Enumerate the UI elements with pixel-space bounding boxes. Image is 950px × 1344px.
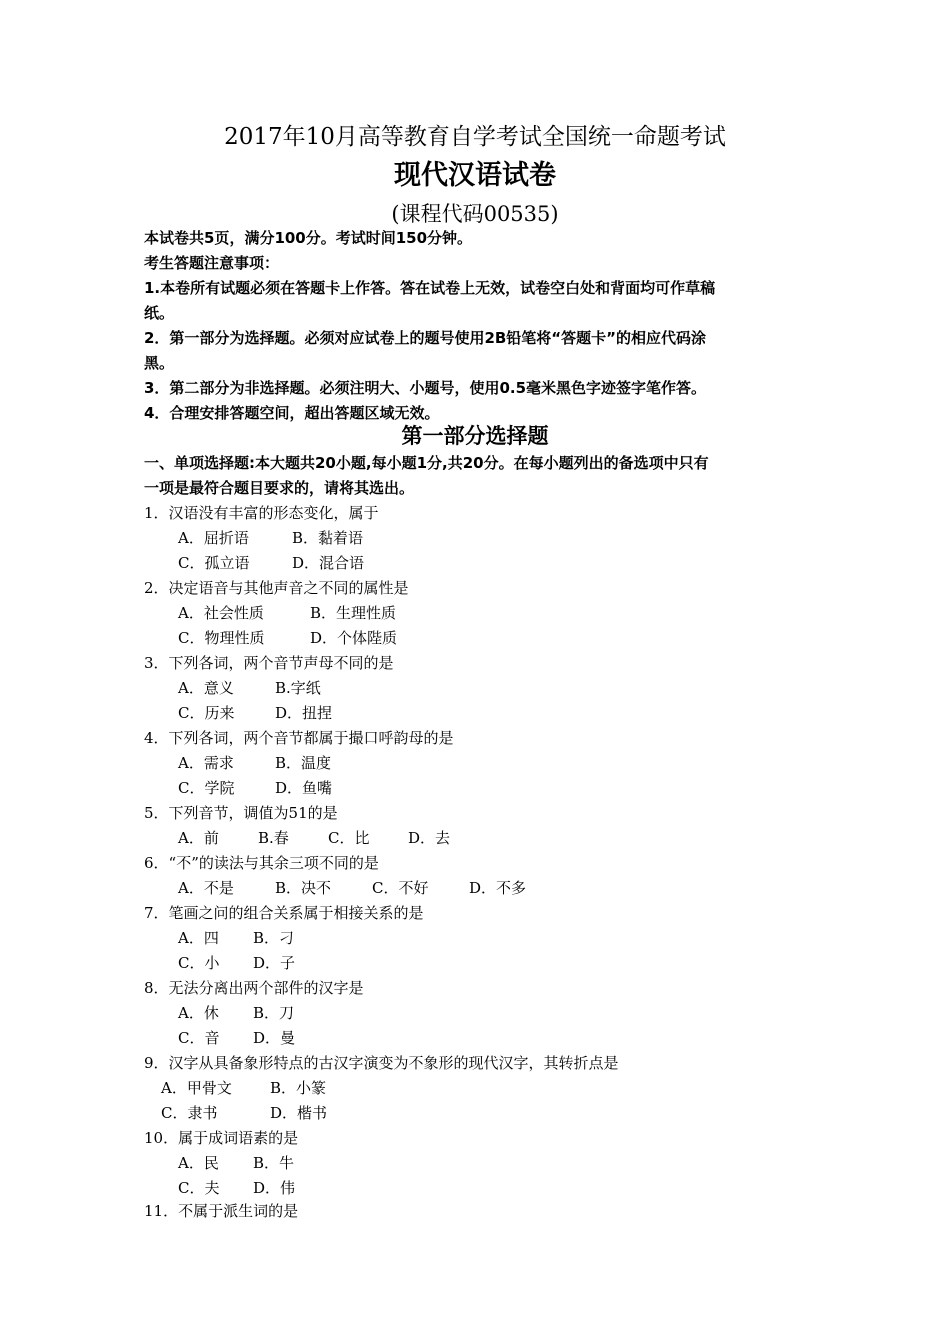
question-4-option-d: D．鱼嘴	[275, 779, 333, 797]
question-10-option-b: B．牛	[253, 1154, 295, 1172]
question-8-option-d: D．曼	[253, 1029, 296, 1047]
question-5-option-a: A．前	[178, 829, 219, 847]
instructions-heading: 考生答题注意事项：	[144, 254, 280, 272]
question-2-option-a: A．社会性质	[178, 604, 264, 622]
question-3-stem: 3．下列各词，两个音节声母不同的是	[144, 654, 394, 672]
question-8-option-b: B．刀	[253, 1004, 295, 1022]
course-code: (课程代码00535)	[391, 202, 559, 226]
question-1-option-a: A．屈折语	[178, 529, 249, 547]
question-6-option-a: A．不是	[178, 879, 234, 897]
question-2-stem: 2．决定语音与其他声音之不同的属性是	[144, 579, 409, 597]
question-9-option-a: A．甲骨文	[161, 1079, 232, 1097]
question-9-option-c: C．隶书	[161, 1104, 218, 1122]
question-5-option-c: C．比	[328, 829, 370, 847]
question-4-option-c: C．学院	[178, 779, 235, 797]
question-4-option-a: A．需求	[178, 754, 234, 772]
question-6-option-c: C．不好	[372, 879, 429, 897]
question-4-stem: 4．下列各词，两个音节都属于撮口呼韵母的是	[144, 729, 454, 747]
question-1-option-c: C．孤立语	[178, 554, 250, 572]
instruction-4: 4．合理安排答题空间，超出答题区域无效。	[144, 404, 440, 422]
question-1-option-d: D．混合语	[292, 554, 365, 572]
question-9-option-d: D．楷书	[270, 1104, 328, 1122]
exam-title: 2017年10月高等教育自学考试全国统一命题考试	[224, 124, 726, 150]
question-7-option-c: C．小	[178, 954, 220, 972]
question-4-option-b: B．温度	[275, 754, 332, 772]
question-8-stem: 8．无法分离出两个部件的汉字是	[144, 979, 364, 997]
question-10-stem: 10．属于成词语素的是	[144, 1129, 299, 1147]
question-5-option-d: D．去	[408, 829, 451, 847]
question-1-stem: 1．汉语没有丰富的形态变化，属于	[144, 504, 379, 522]
instruction-1-line-1: 1.本卷所有试题必须在答题卡上作答。答在试卷上无效，试卷空白处和背面均可作草稿	[144, 279, 716, 297]
question-1-option-b: B．黏着语	[292, 529, 364, 547]
question-3-option-b: B.字纸	[275, 679, 321, 697]
question-6-option-b: B．决不	[275, 879, 332, 897]
question-2-option-b: B．生理性质	[310, 604, 397, 622]
instruction-3: 3．第二部分为非选择题。必须注明大、小题号，使用0.5毫米黑色字迹签字笔作答。	[144, 379, 707, 397]
instruction-1-line-2: 纸。	[144, 304, 175, 322]
question-10-option-a: A．民	[178, 1154, 219, 1172]
question-5-stem: 5．下列音节，调值为51的是	[144, 804, 338, 822]
question-2-option-d: D．个体陛质	[310, 629, 398, 647]
question-7-option-b: B．刁	[253, 929, 295, 947]
question-9-stem: 9．汉字从具备象形特点的古汉字演变为不象形的现代汉字，其转折点是	[144, 1054, 619, 1072]
question-10-option-d: D．伟	[253, 1179, 296, 1197]
instruction-2-line-1: 2．第一部分为选择题。必须对应试卷上的题号使用2B铅笔将“答题卡”的相应代码涂	[144, 329, 707, 347]
question-3-option-a: A．意义	[178, 679, 234, 697]
question-7-option-a: A．四	[178, 929, 219, 947]
question-8-option-a: A．休	[178, 1004, 219, 1022]
instruction-2-line-2: 黑。	[144, 354, 175, 372]
paper-title: 现代汉语试卷	[394, 160, 556, 191]
question-9-option-b: B．小篆	[270, 1079, 327, 1097]
question-3-option-c: C．历来	[178, 704, 235, 722]
question-3-option-d: D．扭捏	[275, 704, 333, 722]
question-6-option-d: D．不多	[469, 879, 527, 897]
question-11-stem: 11．不属于派生词的是	[144, 1202, 299, 1220]
section-description-line-1: 一、单项选择题:本大题共20小题,每小题1分,共20分。在每小题列出的备选项中只有	[144, 454, 709, 472]
question-2-option-c: C．物理性质	[178, 629, 265, 647]
question-10-option-c: C．夫	[178, 1179, 220, 1197]
question-5-option-b: B.春	[258, 829, 289, 847]
section-title: 第一部分选择题	[401, 423, 549, 448]
question-8-option-c: C．音	[178, 1029, 220, 1047]
exam-summary: 本试卷共5页，满分100分。考试时间150分钟。	[144, 229, 473, 247]
question-7-option-d: D．子	[253, 954, 296, 972]
question-6-stem: 6．“不”的读法与其余三项不同的是	[144, 854, 379, 872]
question-7-stem: 7．笔画之问的组合关系属于相接关系的是	[144, 904, 424, 922]
section-description-line-2: 一项是最符合题目要求的，请将其选出。	[144, 479, 415, 497]
